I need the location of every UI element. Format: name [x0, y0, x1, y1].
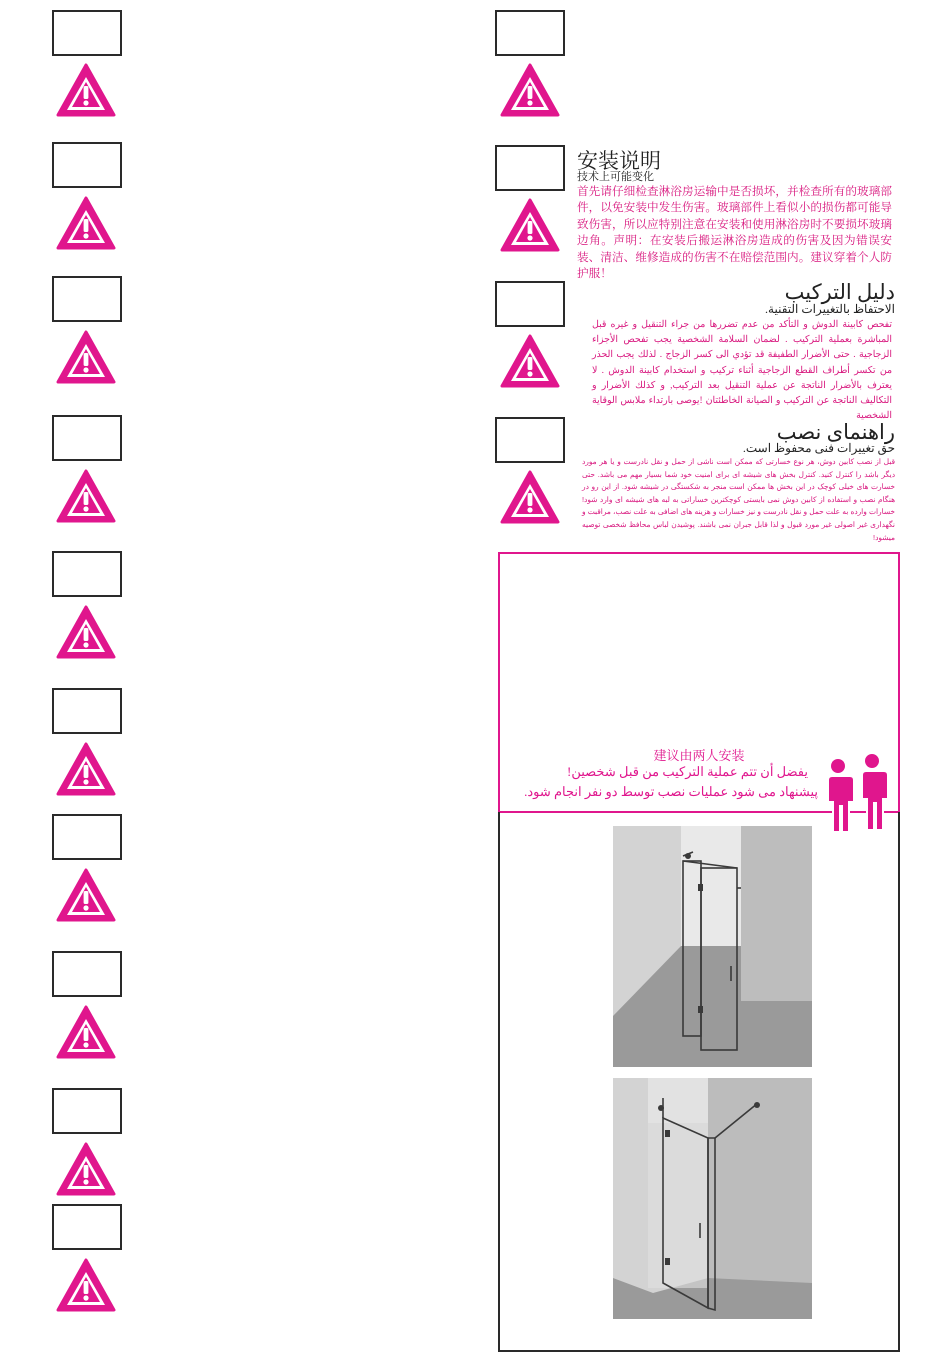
- persian-body: قبل از نصب کابین دوش، هر نوع خسارتی که ممکن است ناشی از حمل و نقل نادرست و یا هر مورد دیگر باشد را کنترل کنید. کنترل بخش های شیشه ای برای امنیت خود شما بسیار مهم می باشد. حتی خسارت های خیلی کوچک در این بخش ها ممکن است منجر به شکستگی در شیشه شود. از این رو در هنگام نصب و استفاده از کابین دوش نمی بایستی کوچکترین خساراتی به لبه های شیشه ای وارد شود! خسارات وارده به علت حمل و نقل نادرست و نیز خسارات و هزینه های اضافی به علت نصب، مراقبت و نگهداری غیر اصولی غیر مورد قبول و لذا قابل جبران نمی باشند. پوشیدن لباس محافظ شخصی توصیه میشود!: [582, 457, 895, 542]
- two-person-chinese: 建议由两人安装: [653, 749, 745, 764]
- two-person-notice: [498, 552, 900, 813]
- warning-triangle-icon: [55, 1141, 117, 1197]
- language-box-5: [52, 551, 122, 597]
- two-person-persian: پیشنهاد می شود عملیات نصب توسط دو نفر انجام شود.: [524, 784, 818, 799]
- warning-triangle-icon: [55, 741, 117, 797]
- warning-triangle-icon: [55, 1004, 117, 1060]
- chinese-body: 首先请仔细检查淋浴房运输中是否损坏，并检查所有的玻璃部件，以免安装中发生伤害。玻璃部件上看似小的损伤都可能导致伤害，所以应特别注意在安装和使用淋浴房时不要损坏玻璃边角。声明：在安装后搬运淋浴房造成的伤害及因为错误安装、清洁、维修造成的伤害不在赔偿范围内。建议穿着个人防护服！: [577, 184, 892, 281]
- warning-triangle-icon: [499, 197, 561, 253]
- language-box-arabic: [495, 281, 565, 327]
- language-box-6: [52, 688, 122, 734]
- warning-triangle-icon: [55, 195, 117, 251]
- chinese-subtitle: 技术上可能变化: [577, 170, 654, 183]
- language-box-top-right: [495, 10, 565, 56]
- arabic-body: تفحص كابينة الدوش و التأكد من عدم تضررها من جراء التنقيل و غيره قبل المباشرة بعملية التركيب . لضمان السلامة الشخصية يجب تفحص الأجزاء الزجاجية . حتى الأضرار الطفيفة قد تؤدي الى كسر الزجاج . لذلك يجب الحذر من تكسر أطراف القطع الزجاجية أثناء تركيب و استخدام كابينة الدوش . لا يعترف بالأضرار الناتجة عن عملية التنقيل بعد التركيب, و كذلك الأضرار و التكاليف الناتجة عن التركيب و الصيانة الخاطئتان !يوصى بارتداء ملابس الوقاية الشخصية: [592, 320, 892, 422]
- warning-triangle-icon: [55, 604, 117, 660]
- language-box-persian: [495, 417, 565, 463]
- warning-triangle-icon: [499, 469, 561, 525]
- language-box-3: [52, 276, 122, 322]
- language-box-chinese: [495, 145, 565, 191]
- language-box-8: [52, 951, 122, 997]
- shower-niche-illustration: [613, 826, 812, 1067]
- two-person-arabic: يفضل أن تتم عملية التركيب من قبل شخصين!: [567, 764, 808, 779]
- chinese-title: 安装说明: [577, 149, 661, 173]
- shower-corner-illustration: [613, 1078, 812, 1319]
- persian-title: راهنمای نصب: [776, 420, 895, 444]
- warning-triangle-icon: [55, 867, 117, 923]
- language-box-10: [52, 1204, 122, 1250]
- language-box-2: [52, 142, 122, 188]
- warning-triangle-icon: [499, 62, 561, 118]
- language-box-1: [52, 10, 122, 56]
- warning-triangle-icon: [499, 333, 561, 389]
- language-box-7: [52, 814, 122, 860]
- persian-subtitle: حق تغییرات فنی محفوظ است.: [742, 441, 895, 455]
- warning-triangle-icon: [55, 1257, 117, 1313]
- arabic-subtitle: الاحتفاظ بالتغييرات التقنية.: [765, 302, 895, 316]
- arabic-title: دليل التركيب: [784, 280, 895, 304]
- warning-triangle-icon: [55, 62, 117, 118]
- warning-triangle-icon: [55, 468, 117, 524]
- warning-triangle-icon: [55, 329, 117, 385]
- language-box-9: [52, 1088, 122, 1134]
- language-box-4: [52, 415, 122, 461]
